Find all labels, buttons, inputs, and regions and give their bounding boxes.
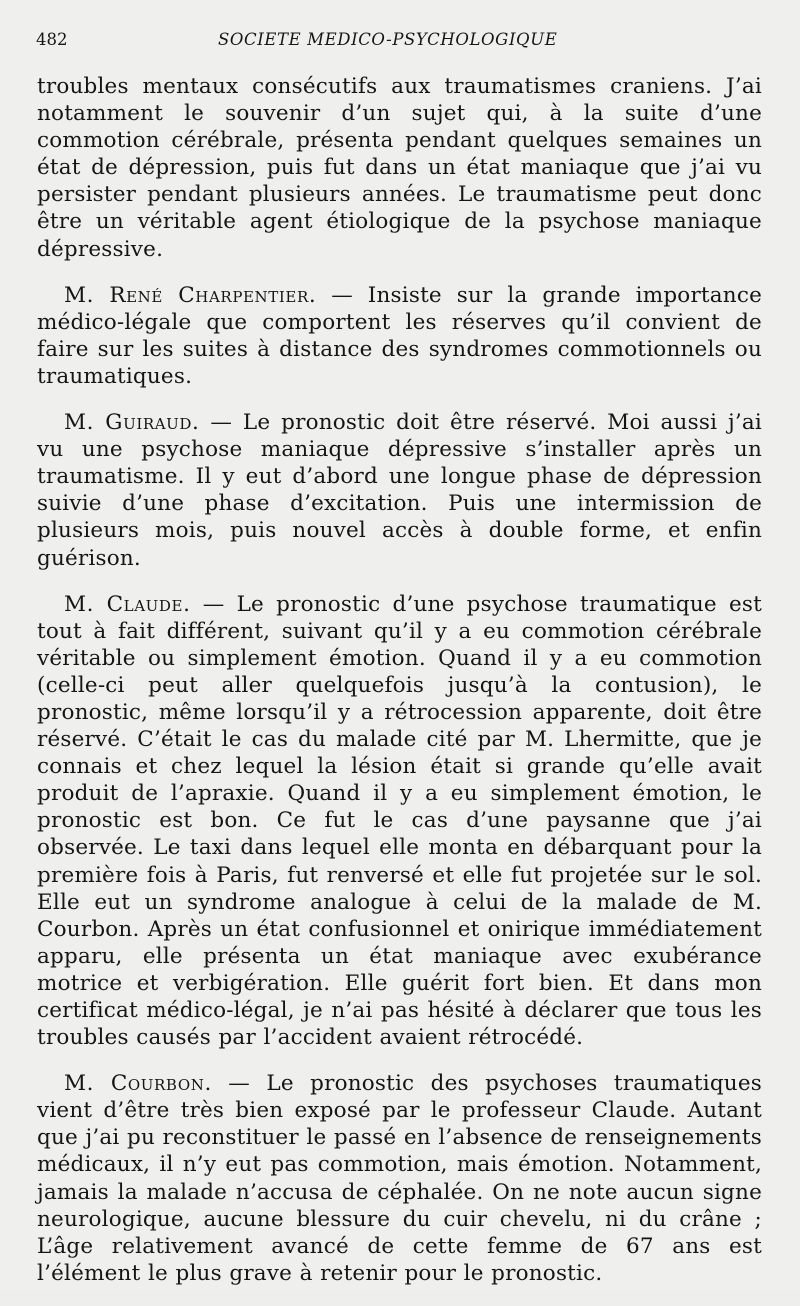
- speaker-name: M. Courbon.: [64, 1071, 212, 1097]
- paragraph-charpentier: [37, 282, 762, 390]
- paragraph-continuation: [37, 73, 762, 263]
- paragraph-text: — Le pronostic des psychoses traumatiques vient d’être très bien exposé par le professeur Claude. Autant que j’ai pu reconstituer le passé en l’absence de renseignements médicaux, il n’y eut pas commotion, mais émotion. Notamment, jamais la malade n’accusa de céphalée. On ne note aucun signe neurologique, aucune blessure du cuir chevelu, ni du crâne ; L’âge relativement avancé de cette femme de 67 ans est l’élément le plus grave à retenir pour le pronostic.: [37, 1071, 762, 1286]
- speaker-name: M. René Charpentier.: [64, 282, 317, 308]
- paragraph-text: — Le pronostic d’une psychose traumatique est tout à fait différent, suivant qu’il y a eu commotion cérébrale véritable ou simplement émotion. Quand il y a eu commotion (celle-ci peut aller quelquefois jusqu’à la contusion), le pronostic, même lorsqu’il y a rétrocession apparente, doit être réservé. C’était le cas du malade cité par M. Lhermitte, que je connais et chez lequel la lésion était si grande qu’elle avait produit de l’apraxie. Quand il y a eu simplement émotion, le pronostic est bon. Ce fut le cas d’une paysanne que j’ai observée. Le taxi dans lequel elle monta en débarquant pour la première fois à Paris, fut renversé et elle fut projetée sur le sol. Elle eut un syndrome analogue à celui de la malade de M. Courbon. Après un état confusionnel et onirique immédiatement apparu, elle présenta un état maniaque avec exubérance motrice et verbigération. Elle guérit fort bien. Et dans mon certificat médico-légal, je n’ai pas hésité à déclarer que tous les troubles causés par l’accident avaient rétrocédé.: [37, 591, 762, 1051]
- body-text: [37, 73, 762, 1306]
- speaker-name: M. Guiraud.: [64, 410, 200, 436]
- running-title: SOCIETE MEDICO-PSYCHOLOGIQUE: [218, 30, 558, 49]
- page-header: [36, 30, 764, 56]
- paragraph-courbon: [37, 1070, 762, 1287]
- paragraph-text: troubles mentaux consécutifs aux traumatismes craniens. J’ai notamment le souvenir d’un sujet qui, à la suite d’une commotion cérébrale, présenta pendant quelques semaines un état de dépression, puis fut dans un état maniaque que j’ai vu persister pendant plusieurs années. Le traumatisme peut donc être un véritable agent étiologique de la psychose maniaque dépressive.: [37, 74, 762, 262]
- paragraph-claude: [37, 591, 762, 1052]
- paragraph-guiraud: [37, 409, 762, 572]
- page-number: 482: [36, 30, 68, 49]
- speaker-name: M. Claude.: [64, 591, 191, 617]
- paragraph-text: — Insiste sur la grande importance médico-légale que comportent les réserves qu’il convient de faire sur les suites à distance des syndromes commotionnels ou traumatiques.: [37, 282, 762, 389]
- paragraph-text: — Le pronostic doit être réservé. Moi aussi j’ai vu une psychose maniaque dépressive s’installer après un traumatisme. Il y eut d’abord une longue phase de dépression suivie d’une phase d’excitation. Puis une intermission de plusieurs mois, puis nouvel accès à double forme, et enfin guérison.: [37, 410, 762, 571]
